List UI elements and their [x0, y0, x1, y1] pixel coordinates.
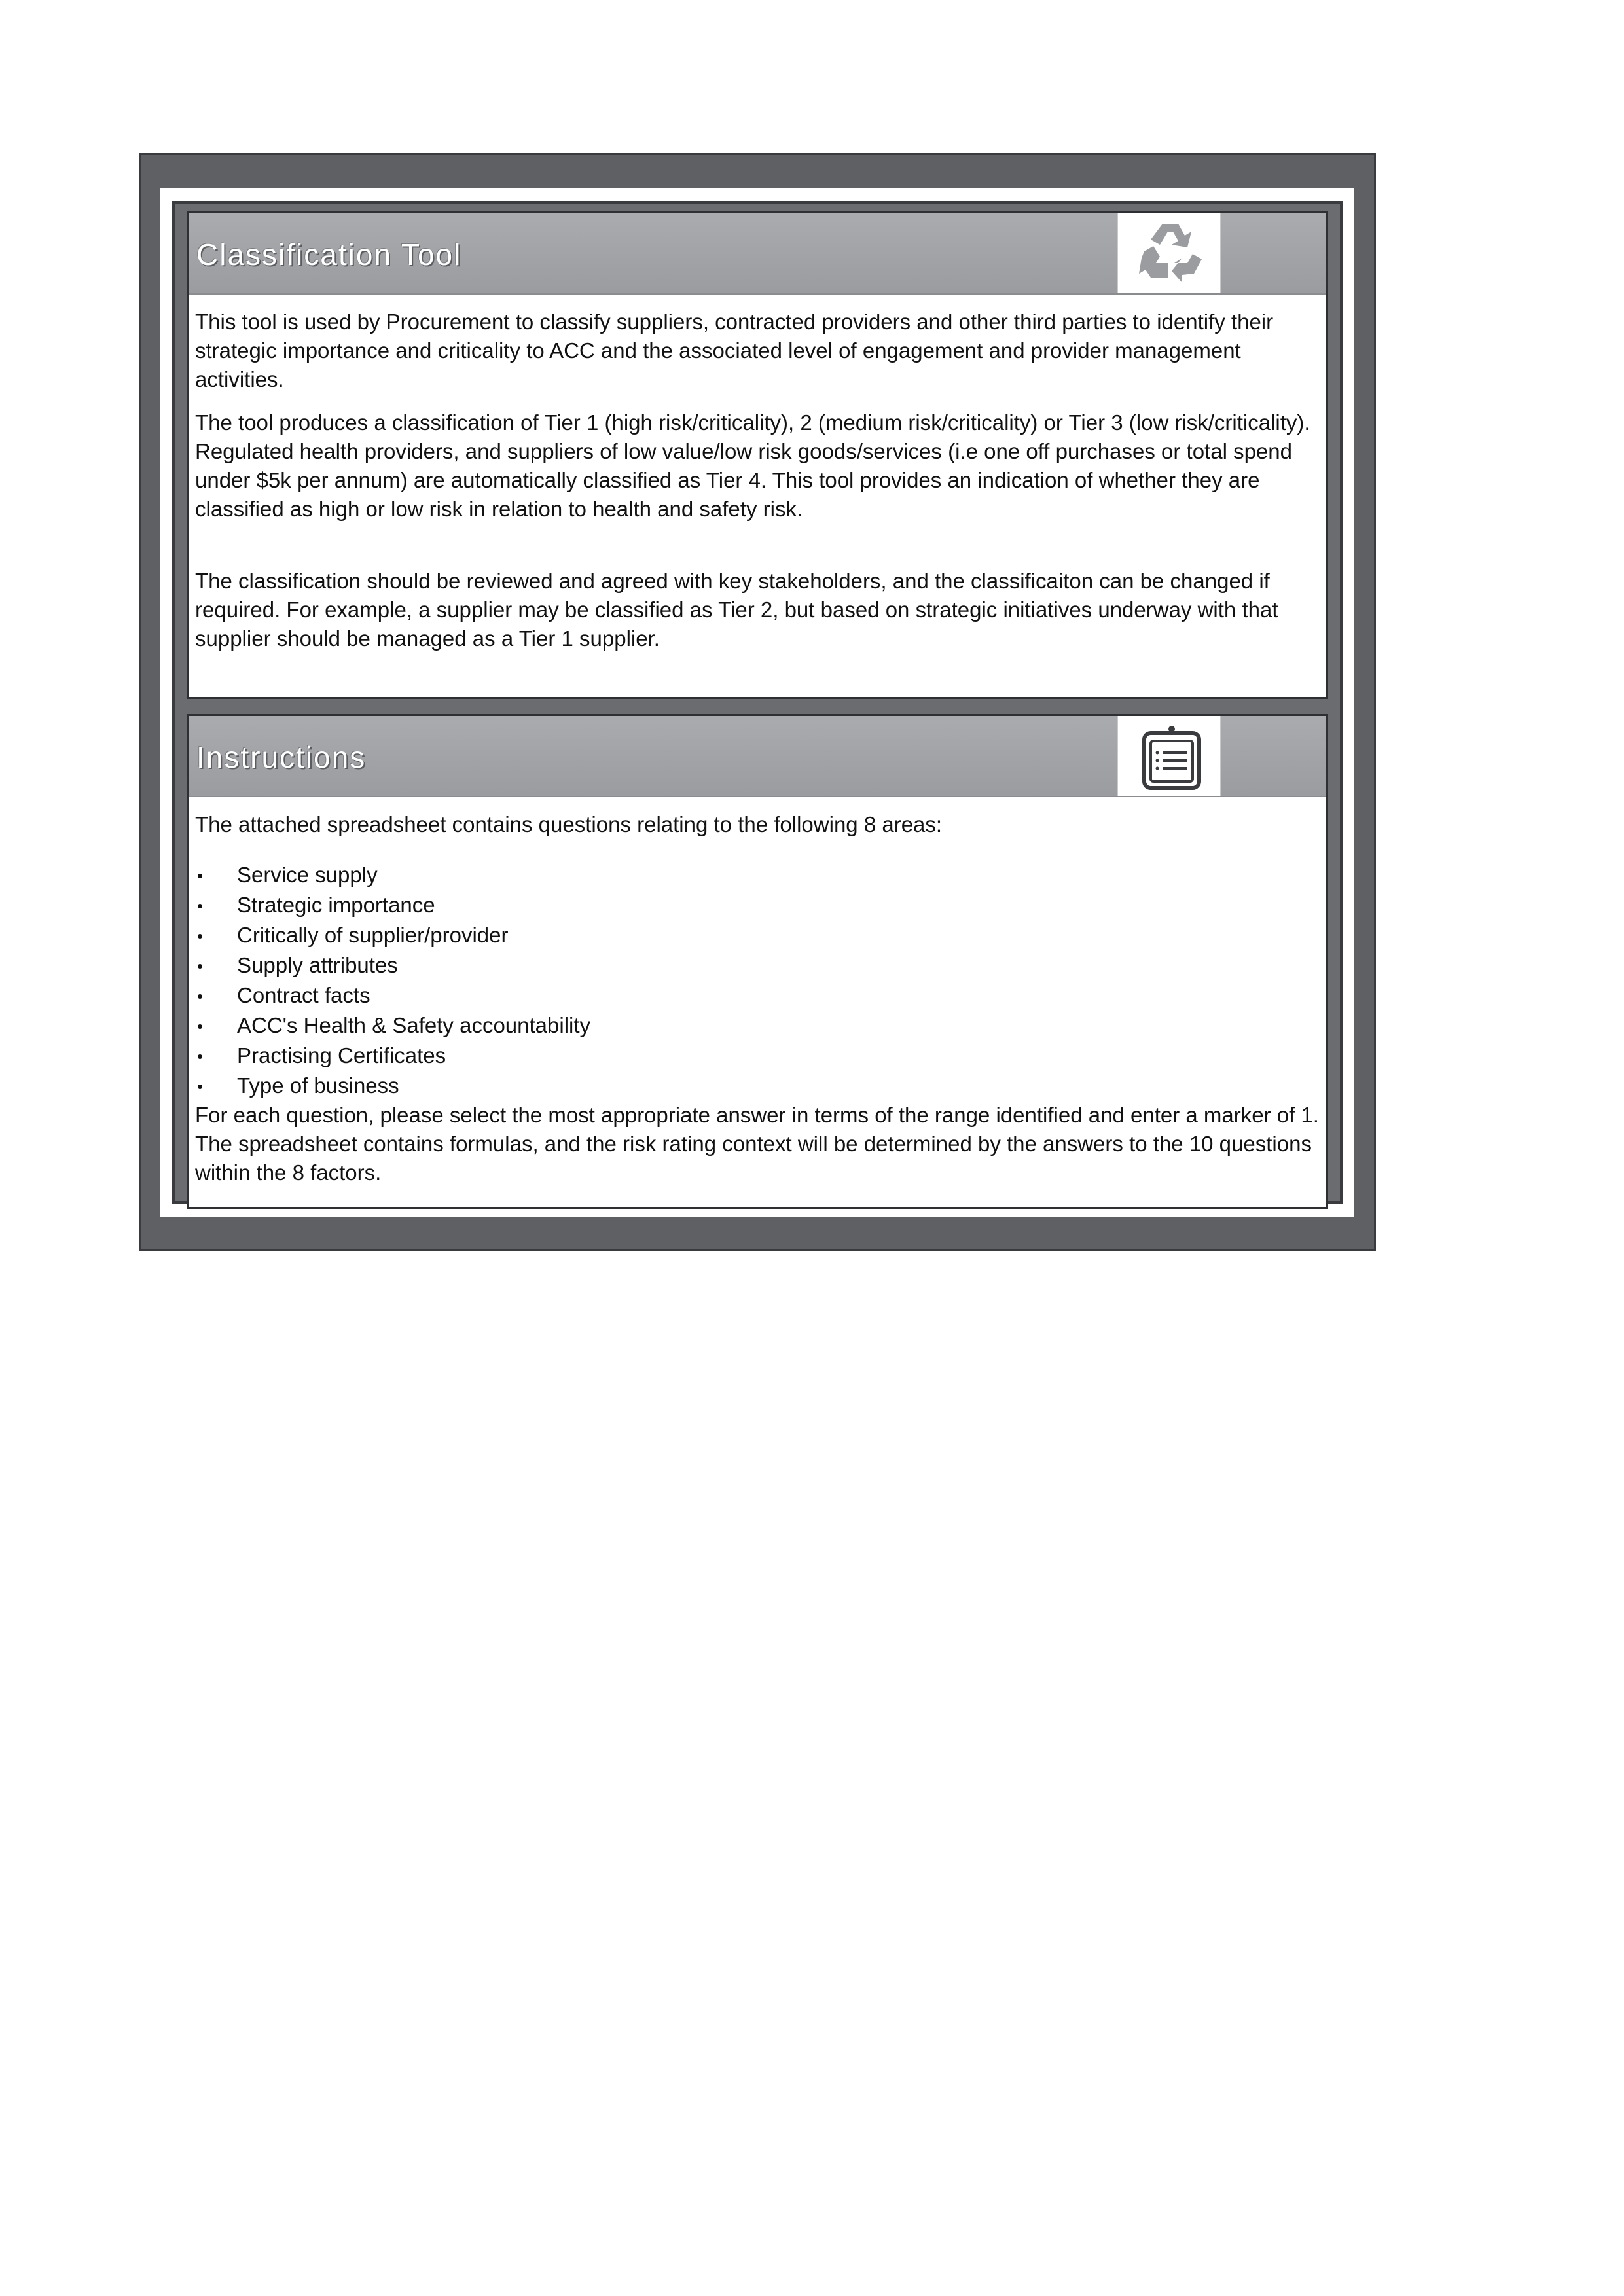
list-item: Supply attributes	[195, 950, 1320, 980]
clipboard-icon-box	[1117, 716, 1221, 796]
classification-title: Classification Tool	[196, 238, 462, 272]
list-item: Strategic importance	[195, 890, 1320, 920]
classification-header	[189, 213, 1326, 295]
classification-paragraph: This tool is used by Procurement to classify suppliers, contracted providers and other third parties to identify their strategic importance and criticality to ACC and the associated level of engagement and provider management activities.	[195, 310, 1274, 391]
classification-section	[187, 211, 1328, 699]
instructions-header	[189, 716, 1326, 797]
frame-border	[160, 188, 1354, 1217]
list-item: ACC's Health & Safety accountability	[195, 1011, 1320, 1041]
classification-paragraph: The classification should be reviewed and agreed with key stakeholders, and the classificaiton can be changed if required. For example, a supplier may be classified as Tier 2, but based on strategic initiatives underway with that supplier should be managed as a Tier 1 supplier.	[195, 569, 1278, 651]
clipboard-list-icon	[1131, 720, 1210, 792]
document-frame	[139, 153, 1376, 1251]
content-panel	[172, 201, 1343, 1204]
list-item: Practising Certificates	[195, 1041, 1320, 1071]
list-item: Type of business	[195, 1071, 1320, 1101]
list-item: Contract facts	[195, 980, 1320, 1011]
classification-paragraph: The tool produces a classification of Tier 1 (high risk/criticality), 2 (medium risk/criticality) or Tier 3 (low risk/criticality). Regulated health providers, and suppliers of low value/low risk goods/services (i.e one off purchases or total spend under $5k per annum) are automatically classified as Tier 4. This tool provides an indication of whether they are classified as high or low risk in relation to health and safety risk.	[195, 410, 1310, 521]
instructions-closing: For each question, please select the most appropriate answer in terms of the range identified and enter a marker of 1. The spreadsheet contains formulas, and the risk rating context will be determined by the answers to the 10 questions within the 8 factors.	[195, 1103, 1319, 1185]
instructions-body	[189, 797, 1326, 1187]
list-item: Critically of supplier/provider	[195, 920, 1320, 950]
instructions-title: Instructions	[196, 740, 367, 774]
classification-body	[189, 295, 1326, 653]
recycle-icon	[1131, 217, 1210, 289]
recycle-icon-box	[1117, 213, 1221, 293]
list-item: Service supply	[195, 860, 1320, 890]
areas-list	[195, 860, 1320, 1101]
instructions-intro: The attached spreadsheet contains questions relating to the following 8 areas:	[195, 812, 943, 836]
instructions-section	[187, 714, 1328, 1209]
